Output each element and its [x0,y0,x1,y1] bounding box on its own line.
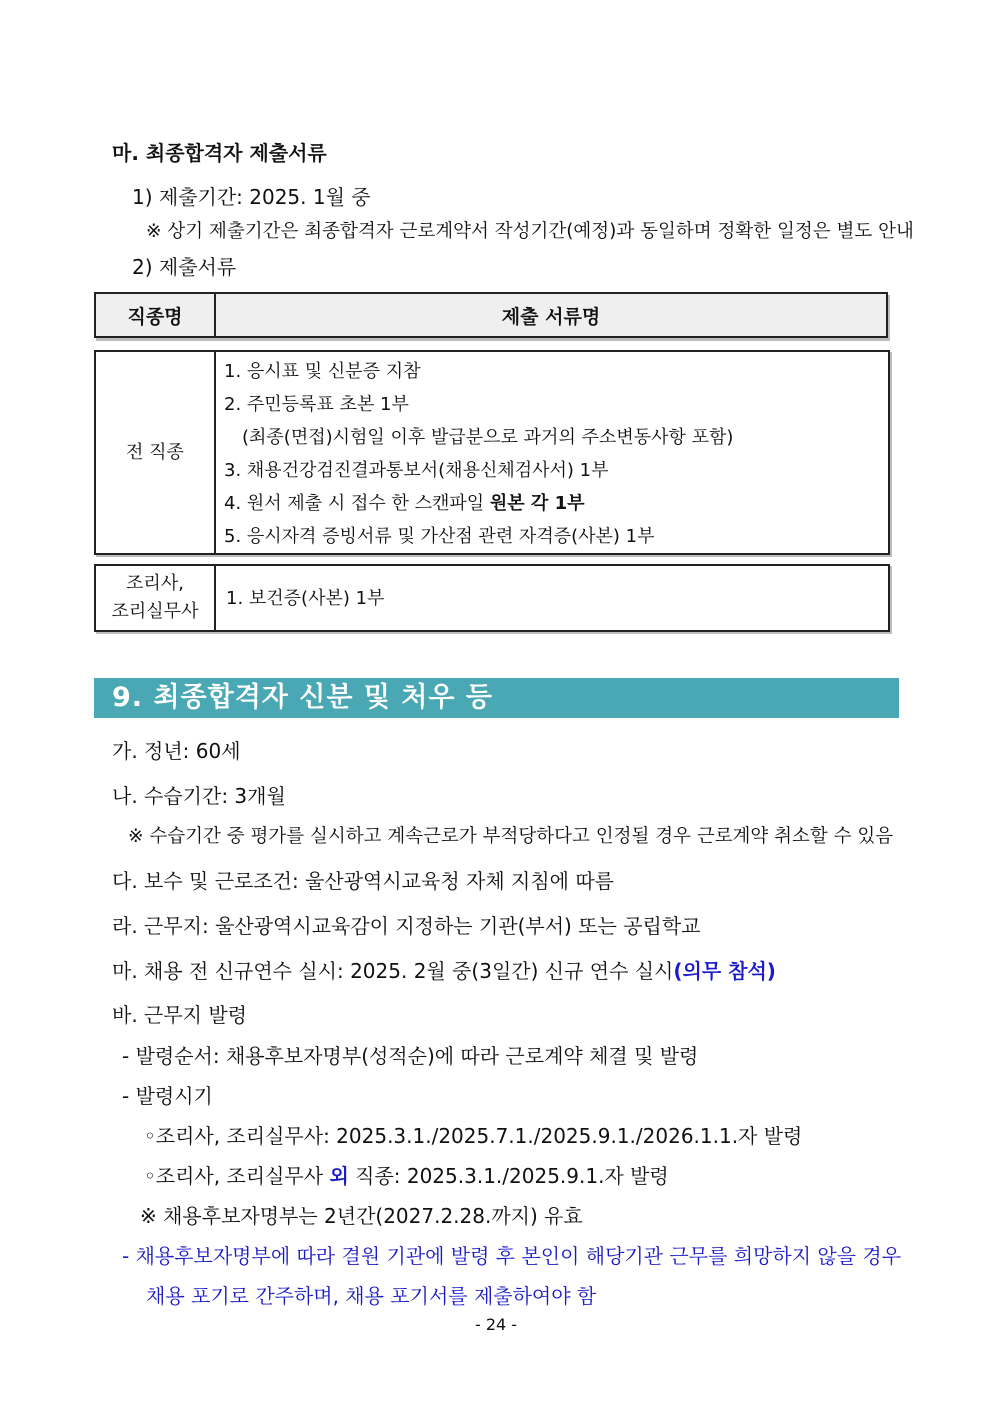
doc-item-1: 1. 응시표 및 신분증 지참 [224,361,421,382]
doc-item-4-text: 4. 원서 제출 시 접수 한 스캔파일 [224,493,490,514]
submission-period: 1) 제출기간: 2025. 1월 중 [132,185,371,209]
row-docs-cook [216,566,888,630]
item-na: 나. 수습기간: 3개월 [112,784,286,808]
doc-item-5: 5. 응시자격 증빙서류 및 가산점 관련 자격증(사본) 1부 [224,526,655,547]
timing-other [144,1163,669,1189]
row-job-all: 전 직종 [96,352,216,553]
table-row [94,350,890,555]
header-job-name: 직종명 [96,294,216,336]
doc-item-4 [224,492,585,516]
timing-other-pre: ◦조리사, 조리실무사 [144,1164,330,1188]
submission-period-note: ※ 상기 제출기간은 최종합격자 근로계약서 작성기간(예정)과 동일하며 정확한 일정은 별도 안내 [146,221,914,242]
item-da: 다. 보수 및 근로조건: 울산광역시교육청 자체 지침에 따름 [112,869,614,893]
row-job-cook [96,566,216,630]
item-ba-timing: - 발령시기 [122,1084,213,1108]
subsection-title: 마. 최종합격자 제출서류 [112,141,327,165]
doc-item-4-bold: 원본 각 1부 [489,493,585,514]
header-doc-name: 제출 서류명 [501,305,601,328]
doc-item-health: 1. 보건증(사본) 1부 [226,588,385,609]
doc-item-3: 3. 채용건강검진결과통보서(채용신체검사서) 1부 [224,460,609,481]
row-docs-all [216,352,888,553]
table-row [94,564,890,632]
blue-note-line1: - 채용후보자명부에 따라 결원 기관에 발령 후 본인이 해당기관 근무를 희망하지 않을 경우 [122,1244,902,1268]
validity-note: ※ 채용후보자명부는 2년간(2027.2.28.까지) 유효 [140,1204,583,1228]
row-job-cook-line1: 조리사, [126,573,184,594]
doc-item-2: 2. 주민등록표 초본 1부 [224,394,409,415]
item-ga: 가. 정년: 60세 [112,739,241,763]
item-ba-order: - 발령순서: 채용후보자명부(성적순)에 따라 근로계약 체결 및 발령 [122,1044,699,1068]
section-title: 9. 최종합격자 신분 및 처우 등 [112,682,493,713]
blue-note-line2: 채용 포기로 간주하며, 채용 포기서를 제출하여야 함 [146,1284,597,1308]
row-job-cook-line2: 조리실무사 [111,601,199,622]
submission-docs-label: 2) 제출서류 [132,255,237,279]
item-ma-highlight: (의무 참석) [673,959,776,983]
item-ma [112,958,776,984]
docs-table-header [94,292,888,338]
item-na-note: ※ 수습기간 중 평가를 실시하고 계속근로가 부적당하다고 인정될 경우 근로계약 취소할 수 있음 [128,826,894,847]
page-number: - 24 - [474,1315,518,1334]
timing-other-bold: 외 [329,1164,349,1188]
section-header-bar [94,678,899,718]
timing-other-post: 직종: 2025.3.1./2025.9.1.자 발령 [348,1164,669,1188]
item-ba: 바. 근무지 발령 [112,1003,247,1027]
doc-item-2-note: (최종(면접)시험일 이후 발급분으로 과거의 주소변동사항 포함) [242,427,734,448]
timing-cook: ◦조리사, 조리실무사: 2025.3.1./2025.7.1./2025.9.1./2026.1.1.자 발령 [144,1124,803,1148]
item-ma-text: 마. 채용 전 신규연수 실시: 2025. 2월 중(3일간) 신규 연수 실시 [112,959,674,983]
item-ra: 라. 근무지: 울산광역시교육감이 지정하는 기관(부서) 또는 공립학교 [112,914,701,938]
